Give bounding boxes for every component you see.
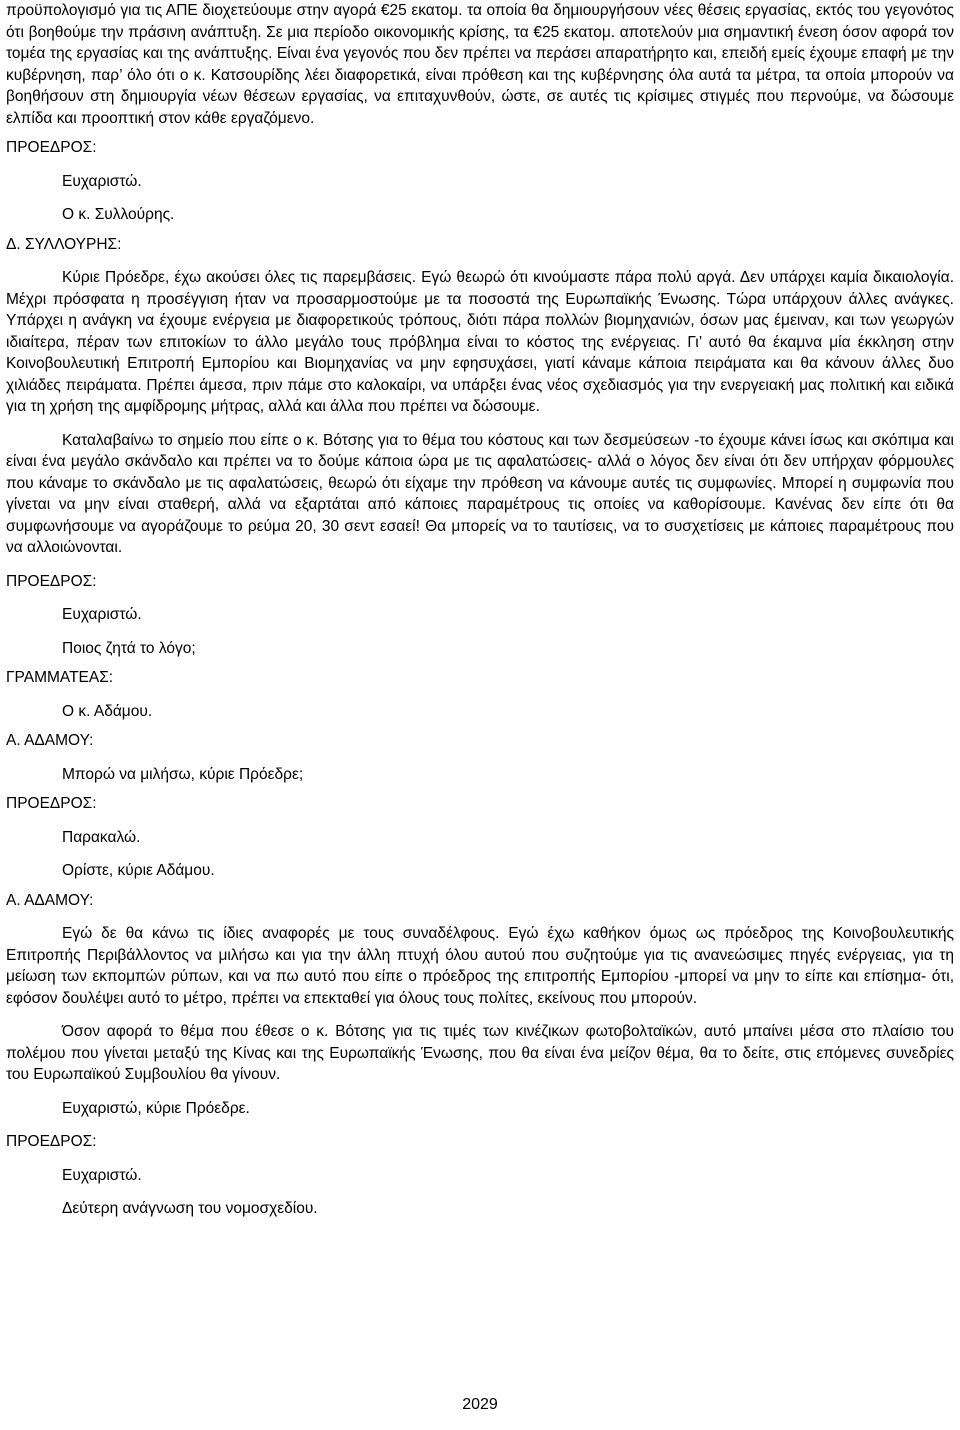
- speech-block: [6, 923, 954, 1119]
- spoken-line: Ο κ. Συλλούρης.: [62, 206, 175, 223]
- speaker-label: Α. ΑΔΑΜΟΥ:: [6, 732, 94, 749]
- speech-paragraph: Εγώ δε θα κάνω τις ίδιες αναφορές με τους συναδέλφους. Εγώ έχω καθήκον όμως ως πρόεδρος της Κοινοβουλευτικής Επιτροπής Περιβάλλοντος να μιλήσω και για την άλλη πτυχή όλου αυτού που συζητούμε για τις ανανεώσιμες πηγές ενέργειας, για τη μείωση των εκπομπών ρύπων, και να πω αυτό που είπε ο πρόεδρος της επιτροπής Εμπορίου -μπορεί να μην το είπε και επίσημα- ότι, εφόσον δουλέψει αυτό το μέτρο, πρέπει να επεκταθεί για όλους τους πολίτες, εκείνους που μπορούν.: [6, 925, 954, 1007]
- speaker-label: ΠΡΟΕΔΡΟΣ:: [6, 572, 97, 590]
- transcript-page: [6, 0, 954, 1220]
- speech-paragraph: Ευχαριστώ, κύριε Πρόεδρε.: [62, 1099, 250, 1117]
- speech-paragraph: Όσον αφορά το θέμα που έθεσε ο κ. Βότσης για τις τιμές των κινέζικων φωτοβολταϊκών, αυτό μπαίνει μέσα στο πλαίσιο του πολέμου που γίνεται μεταξύ της Κίνας και της Ευρωπαϊκής Ένωσης, που θα είναι ένα μείζον θέμα, θα το δείτε, στις επόμενες συνεδρίες του Ευρωπαϊκού Συμβουλίου θα γίνουν.: [6, 1023, 954, 1083]
- speaker-label: ΠΡΟΕΔΡΟΣ:: [6, 139, 97, 156]
- spoken-line: Ευχαριστώ.: [62, 172, 142, 190]
- speaker-label: Δ. ΣΥΛΛΟΥΡΗΣ:: [6, 235, 122, 253]
- spoken-line: Ευχαριστώ.: [62, 606, 142, 623]
- spoken-line: Ευχαριστώ.: [62, 1166, 142, 1184]
- speech-paragraph: Καταλαβαίνω το σημείο που είπε ο κ. Βότσης για το θέμα του κόστους και των δεσμεύσεων -το έχουμε κάνει ίσως και σκόπιμα και είναι ένα μεγάλο σκάνδαλο και πρέπει να το δούμε κάποια ώρα με τις αφαλατώσεις- αλλά ο λόγος δεν είναι ότι δεν υπήρχαν φόρμουλες που κάναμε το σκάνδαλο με τις αφαλατώσεις, θεωρώ ότι είχαμε την πρόθεση να κάνουμε αυτές τις συμφωνίες. Μπορεί η συμφωνία που γίνεται να μην είναι σταθερή, αλλά να εξαρτάται από κάποιες παραμέτρους τις οποίες να καθορίσουμε. Κανένας δεν είπε ότι θα συμφωνήσουμε να αγοράζουμε το ρεύμα 20, 30 σεντ εσαεί! Θα μπορείς να το ταυτίσεις, να το συσχετίσεις με κάποιες παραμέτρους που να αλλοιώνονται.: [6, 431, 954, 556]
- intro-paragraph: προϋπολογισμό για τις ΑΠΕ διοχετεύουμε στην αγορά €25 εκατομ. τα οποία θα δημιουργήσουν νέες θέσεις εργασίας, εκτός του γεγονότος ότι βοηθούμε την πράσινη ανάπτυξη. Σε μια περίοδο οικονομικής κρίσης, τα €25 εκατομ. αποτελούν μια σημαντική ένεση όσον αφορά τον τομέα της εργασίας και της ανάπτυξης. Είναι ένα γεγονός που δεν πρέπει να περάσει απαρατήρητο και, επειδή εμείς έχουμε επαφή με την κυβέρνηση, παρ’ όλο ότι ο κ. Κατσουρίδης λέει διαφορετικά, είναι πρόθεση και της κυβέρνησης όλα αυτά τα μέτρα, τα οποία μπορούν να βοηθήσουν στη δημιουργία νέων θέσεων εργασίας, να επιταχυνθούν, ώστε, σε αυτές τις κρίσιμες στιγμές που περνούμε, να δώσουμε ελπίδα και προοπτική στον κάθε εργαζόμενο.: [6, 2, 954, 127]
- speaker-label: ΓΡΑΜΜΑΤΕΑΣ:: [6, 669, 114, 686]
- spoken-line: Δεύτερη ανάγνωση του νομοσχεδίου.: [62, 1200, 318, 1217]
- speech-block: [6, 267, 954, 559]
- speaker-label: Α. ΑΔΑΜΟΥ:: [6, 891, 94, 909]
- speaker-label: ΠΡΟΕΔΡΟΣ:: [6, 795, 97, 812]
- spoken-line: Ποιος ζητά το λόγο;: [62, 639, 196, 657]
- speaker-label: ΠΡΟΕΔΡΟΣ:: [6, 1133, 97, 1150]
- spoken-line: Παρακαλώ.: [62, 828, 141, 846]
- spoken-line: Ορίστε, κύριε Αδάμου.: [62, 862, 215, 879]
- page-number: 2029: [462, 1396, 498, 1413]
- spoken-line: Ο κ. Αδάμου.: [62, 702, 153, 720]
- speech-paragraph: Κύριε Πρόεδρε, έχω ακούσει όλες τις παρεμβάσεις. Εγώ θεωρώ ότι κινούμαστε πάρα πολύ αργά. Δεν υπάρχει καμία δικαιολογία. Μέχρι πρόσφατα η προσέγγιση ήταν να προσαρμοστούμε με τα ποσοστά της Ευρωπαϊκής Ένωσης. Τώρα υπάρχουν άλλες ανάγκες. Υπάρχει η ανάγκη να έχουμε ενέργεια με διαφορετικούς τρόπους, διότι πάρα πολλών βιομηχανιών, όσων μας έμειναν, και των γεωργών ιδιαίτερα, πέραν των επιτοκίων το άλλο μεγάλο τους πρόβλημα είναι το κόστος της ενέργειας. Γι’ αυτό θα έκαμνα μία έκκληση στην Κοινοβουλευτική Επιτροπή Εμπορίου και Βιομηχανίας να μην εφησυχάσει, γιατί κάναμε κάποια πειράματα και θα κάνουν άλλες δυο χιλιάδες πειράματα. Πρέπει άμεσα, πριν πάμε στο καλοκαίρι, να υπάρξει ένας νέος σχεδιασμός για την ενεργειακή μας πολιτική και ειδικά για τη χρήση της αμφίδρομης μήτρας, αλλά και άλλα που πρέπει να δώσουμε.: [6, 269, 954, 415]
- spoken-line: Μπορώ να μιλήσω, κύριε Πρόεδρε;: [62, 765, 304, 783]
